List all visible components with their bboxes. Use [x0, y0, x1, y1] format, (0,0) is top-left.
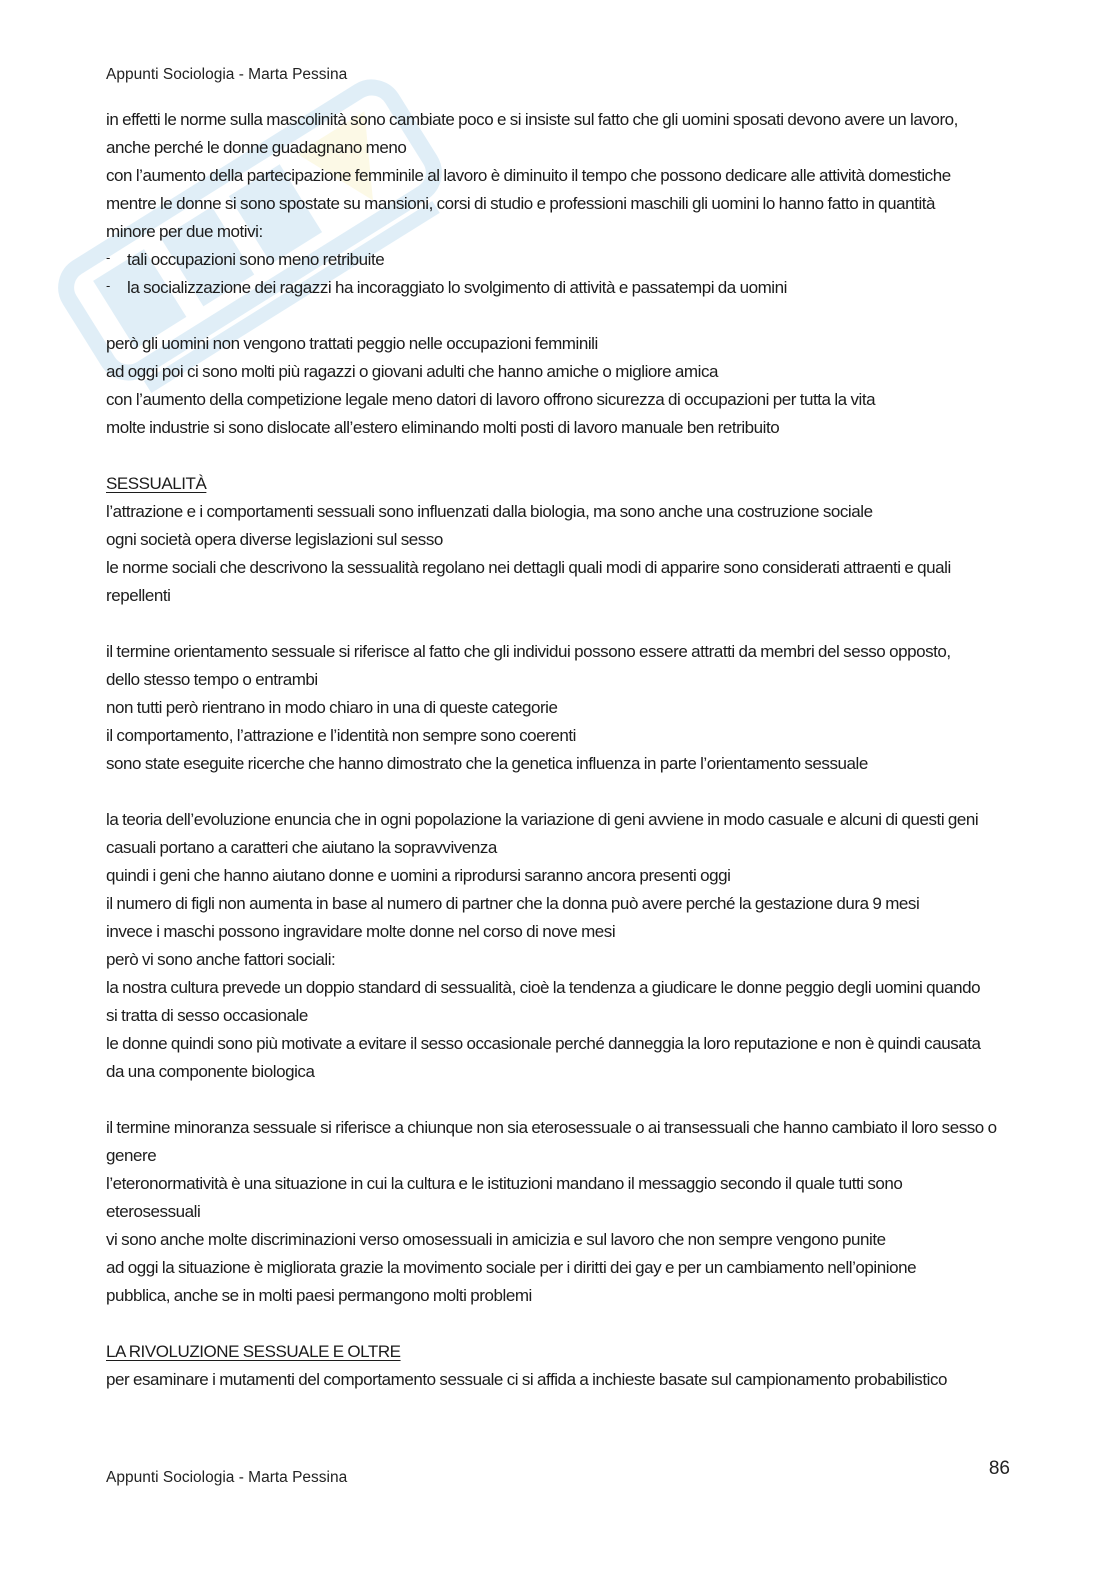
text-line: quindi i geni che hanno aiutano donne e uomini a riprodursi saranno ancora presenti oggi: [106, 866, 731, 885]
text-line: però gli uomini non vengono trattati peggio nelle occupazioni femminili: [106, 334, 598, 353]
text-line: minore per due motivi:: [106, 222, 263, 241]
text-line: l’eteronormatività è una situazione in cui la cultura e le istituzioni mandano il messaggio secondo il quale tutti sono: [106, 1174, 903, 1193]
text-line: sono state eseguite ricerche che hanno dimostrato che la genetica influenza in parte l’orientamento sessuale: [106, 754, 868, 773]
text-line: le donne quindi sono più motivate a evitare il sesso occasionale perché danneggia la loro reputazione e non è quindi causata: [106, 1034, 981, 1053]
text-line: repellenti: [106, 586, 171, 605]
text-line: eterosessuali: [106, 1202, 201, 1221]
list-item: - tali occupazioni sono meno retribuite: [106, 246, 1012, 274]
text-line: vi sono anche molte discriminazioni verso omosessuali in amicizia e sul lavoro che non sempre vengono punite: [106, 1230, 886, 1249]
page-body: [106, 106, 1012, 1394]
text-line: l’attrazione e i comportamenti sessuali sono influenzati dalla biologia, ma sono anche una costruzione sociale: [106, 502, 873, 521]
text-line: per esaminare i mutamenti del comportamento sessuale ci si affida a inchieste basate sul campionamento probabilistico: [106, 1370, 948, 1389]
text-line: pubblica, anche se in molti paesi permangono molti problemi: [106, 1286, 532, 1305]
section-heading-rivoluzione: LA RIVOLUZIONE SESSUALE E OLTRE: [106, 1342, 401, 1361]
list-item: - la socializzazione dei ragazzi ha incoraggiato lo svolgimento di attività e passatempi da uomini: [106, 274, 1012, 302]
text-line: però vi sono anche fattori sociali:: [106, 950, 336, 969]
text-line: anche perché le donne guadagnano meno: [106, 138, 407, 157]
text-line: il comportamento, l’attrazione e l’identità non sempre sono coerenti: [106, 726, 577, 745]
text-line: non tutti però rientrano in modo chiaro in una di queste categorie: [106, 698, 558, 717]
text-line: la teoria dell’evoluzione enuncia che in ogni popolazione la variazione di geni avviene in modo casuale e alcuni di questi geni: [106, 810, 979, 829]
text-line: genere: [106, 1146, 157, 1165]
page-footer: Appunti Sociologia - Marta Pessina: [106, 1469, 348, 1486]
text-line: con l’aumento della partecipazione femminile al lavoro è diminuito il tempo che possono dedicare alle attività domestiche: [106, 166, 951, 185]
text-line: il termine orientamento sessuale si riferisce al fatto che gli individui possono essere attratti da membri del sesso opposto,: [106, 642, 951, 661]
text-line: invece i maschi possono ingravidare molte donne nel corso di nove mesi: [106, 922, 616, 941]
text-line: casuali portano a caratteri che aiutano la sopravvivenza: [106, 838, 497, 857]
text-line: ad oggi poi ci sono molti più ragazzi o giovani adulti che hanno amiche o migliore amica: [106, 362, 718, 381]
text-line: da una componente biologica: [106, 1062, 315, 1081]
section-heading-sessualita: SESSUALITÀ: [106, 474, 207, 493]
text-line: ad oggi la situazione è migliorata grazie la movimento sociale per i diritti dei gay e per un cambiamento nell’opinione: [106, 1258, 917, 1277]
text-line: il numero di figli non aumenta in base al numero di partner che la donna può avere perché la gestazione dura 9 mesi: [106, 894, 920, 913]
text-line: in effetti le norme sulla mascolinità sono cambiate poco e si insiste sul fatto che gli uomini sposati devono avere un lavoro,: [106, 110, 958, 129]
page-header: Appunti Sociologia - Marta Pessina: [106, 66, 348, 83]
bullet-list: [106, 246, 1012, 302]
text-line: la nostra cultura prevede un doppio standard di sessualità, cioè la tendenza a giudicare le donne peggio degli uomini quando: [106, 978, 981, 997]
text-line: ogni società opera diverse legislazioni sul sesso: [106, 530, 443, 549]
text-line: il termine minoranza sessuale si riferisce a chiunque non sia eterosessuale o ai transessuali che hanno cambiato il loro sesso o: [106, 1118, 997, 1137]
text-line: le norme sociali che descrivono la sessualità regolano nei dettagli quali modi di apparire sono considerati attraenti e quali: [106, 558, 951, 577]
text-line: si tratta di sesso occasionale: [106, 1006, 308, 1025]
page-number: 86: [988, 1458, 1010, 1479]
text-line: dello stesso tempo o entrambi: [106, 670, 318, 689]
text-line: con l’aumento della competizione legale meno datori di lavoro offrono sicurezza di occupazioni per tutta la vita: [106, 390, 876, 409]
text-line: mentre le donne si sono spostate su mansioni, corsi di studio e professioni maschili gli uomini lo hanno fatto in quantità: [106, 194, 936, 213]
text-line: molte industrie si sono dislocate all’estero eliminando molti posti di lavoro manuale ben retribuito: [106, 418, 780, 437]
